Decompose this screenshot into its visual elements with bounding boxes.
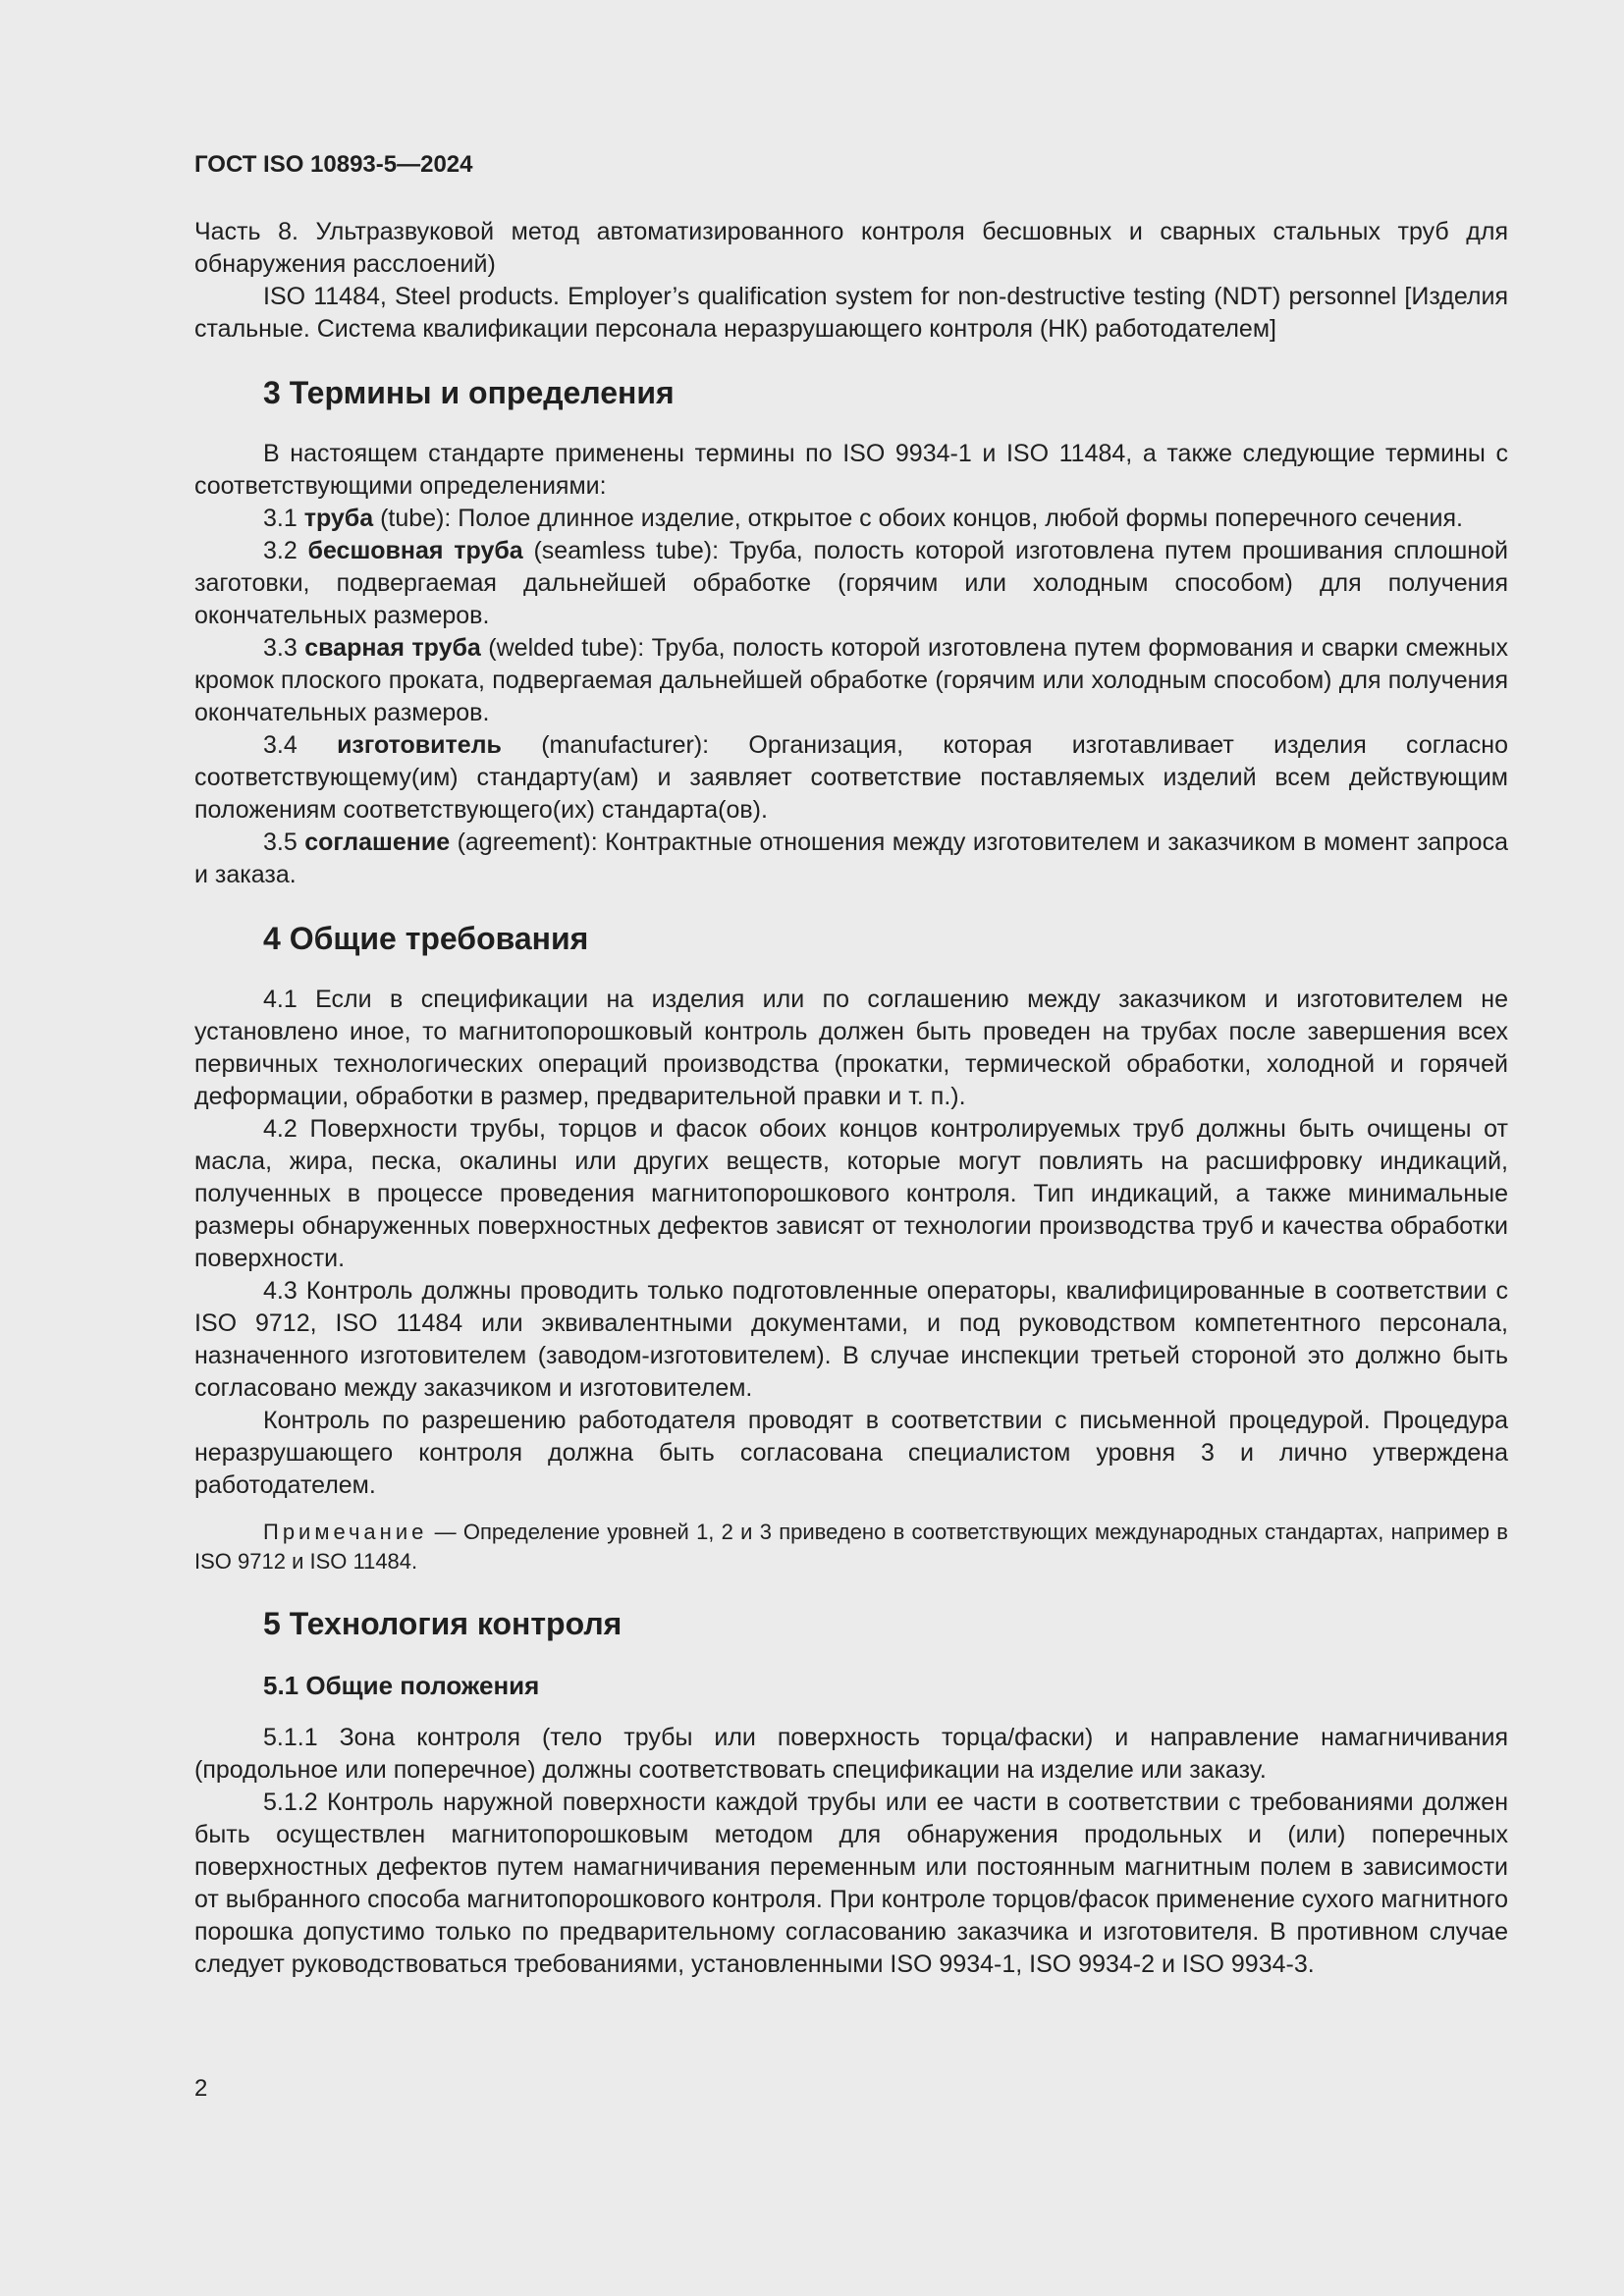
clause-4-3-continuation: Контроль по разрешению работодателя проводят в соответствии с письменной процедурой. Процедура неразрушающего контроля должна быть согласована специалистом уровня 3 и лично утверждена работодателем. (194, 1407, 1508, 1499)
section-3-intro: В настоящем стандарте применены термины по ISO 9934-1 и ISO 11484, а также следующие термины с соответствующими определениями: (194, 440, 1508, 500)
term-name: изготовитель (337, 731, 502, 759)
reference-continuation: Часть 8. Ультразвуковой метод автоматизированного контроля бесшовных и сварных стальных труб для обнаружения расслоений) (194, 218, 1508, 278)
clause-4-1: 4.1 Если в спецификации на изделия или по соглашению между заказчиком и изготовителем не установлено иное, то магнитопорошковый контроль должен быть проведен на трубах после завершения всех первичных технологических операций производства (прокатки, термической обработки, холодной и горячей деформации, обработки в размер, предварительной правки и т. п.). (194, 986, 1508, 1110)
term-3-2: 3.2 бесшовная труба (seamless tube): Труба, полость которой изготовлена путем прошивания сплошной заготовки, подвергаемая дальнейшей обработке (горячим или холодным способом) для получения окончательных размеров. (194, 537, 1509, 629)
term-name: сварная труба (304, 634, 481, 662)
term-3-4: 3.4 изготовитель (manufacturer): Организация, которая изготавливает изделия согласно соответствующему(им) стандарту(ам) и заявляет соответствие поставляемых изделий всем действующим положениям соответствующего(их) стандарта(ов). (194, 731, 1508, 824)
clause-5-1-2: 5.1.2 Контроль наружной поверхности каждой трубы или ее части в соответствии с требованиями должен быть осуществлен магнитопорошковым методом для обнаружения продольных и (или) поперечных поверхностных дефектов путем намагничивания переменным или постоянным магнитным полем в зависимости от выбранного способа магнитопорошкового контроля. При контроле торцов/фасок применение сухого магнитного порошка допустимо только по предварительному согласованию заказчика и изготовителя. В противном случае следует руководствоваться требованиями, установленными ISO 9934-1, ISO 9934-2 и ISO 9934-3. (194, 1789, 1508, 1978)
clause-4-3: 4.3 Контроль должны проводить только подготовленные операторы, квалифицированные в соответствии с ISO 9712, ISO 11484 или эквивалентными документами, и под руководством компетентного персонала, назначенного изготовителем (заводом-изготовителем). В случае инспекции третьей стороной это должно быть согласовано между заказчиком и изготовителем. (194, 1277, 1508, 1402)
document-header: ГОСТ ISO 10893-5—2024 (194, 151, 473, 178)
reference-iso11484: ISO 11484, Steel products. Employer’s qualification system for non-destructive testing (NDT) personnel [Изделия стальные. Система квалификации персонала неразрушающего контроля (НК) работодателем] (194, 283, 1508, 343)
term-name: труба (303, 505, 374, 532)
term-3-1: 3.1 труба (tube): Полое длинное изделие, открытое с обоих концов, любой формы поперечного сечения. (263, 505, 1463, 532)
subsection-5-1-heading: 5.1 Общие положения (263, 1671, 540, 1700)
note-text: — Определение уровней 1, 2 и 3 приведено в соответствующих международных стандартах, например в ISO 9712 и ISO 11484. (194, 1520, 1508, 1574)
note-label: Примечание (263, 1520, 428, 1544)
term-3-5: 3.5 соглашение (agreement): Контрактные отношения между изготовителем и заказчиком в момент запроса и заказа. (194, 828, 1508, 888)
page-number: 2 (194, 2075, 208, 2102)
clause-4-2: 4.2 Поверхности трубы, торцов и фасок обоих концов контролируемых труб должны быть очищены от масла, жира, песка, окалины или других веществ, которые могут повлиять на расшифровку индикаций, полученных в процессе проведения магнитопорошкового контроля. Тип индикаций, а также минимальные размеры обнаруженных поверхностных дефектов зависят от технологии производства труб и качества обработки поверхности. (194, 1115, 1508, 1272)
section-5-heading: 5 Технология контроля (263, 1606, 623, 1641)
clause-5-1-1: 5.1.1 Зона контроля (тело трубы или поверхность торца/фаски) и направление намагничивания (продольное или поперечное) должны соответствовать спецификации на изделие или заказу. (194, 1724, 1508, 1784)
section-3-heading: 3 Термины и определения (263, 375, 675, 410)
term-name: соглашение (304, 828, 451, 856)
note (194, 1518, 1508, 1576)
term-3-3: 3.3 сварная труба (welded tube): Труба, полость которой изготовлена путем формования и сварки смежных кромок плоского проката, подвергаемая дальнейшей обработке (горячим или холодным способом) для получения окончательных размеров. (194, 634, 1508, 726)
term-name: бесшовная труба (307, 537, 523, 564)
section-4-heading: 4 Общие требования (263, 921, 589, 956)
